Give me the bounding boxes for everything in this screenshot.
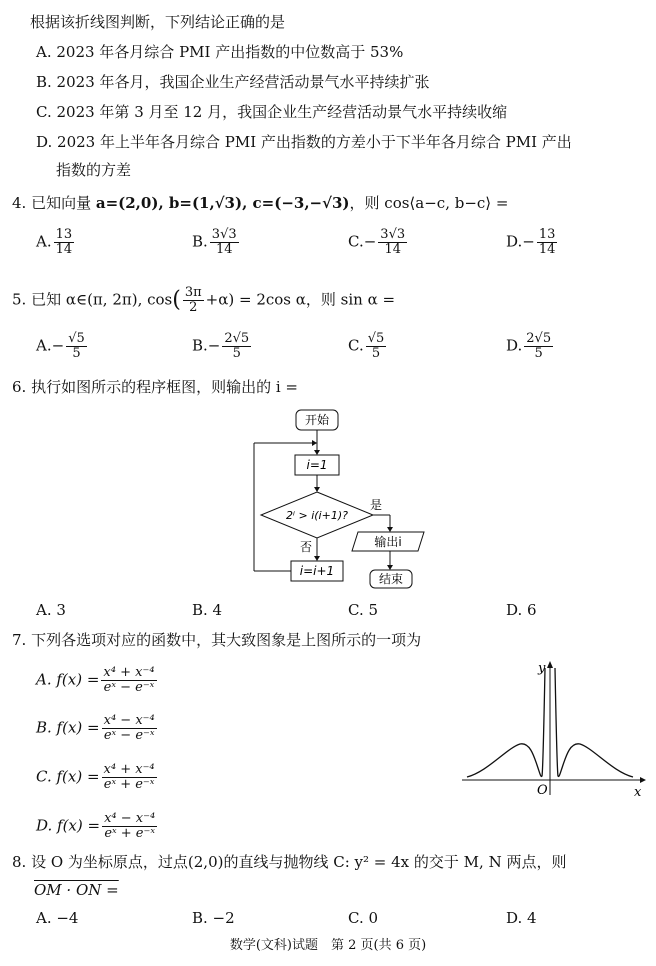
q8-option-d: D. 4 <box>506 909 537 927</box>
origin-label: O <box>537 783 548 798</box>
option-label: A. f(x) = <box>36 670 100 689</box>
q4-stem-pre: 4. 已知向量 <box>12 194 96 212</box>
q5-option-b <box>192 332 253 361</box>
q8-stem-line1: 8. 设 O 为坐标原点，过点(2,0)的直线与抛物线 C: y² = 4x 的交于 M, N 两点，则 <box>12 853 567 871</box>
q6-stem: 6. 执行如图所示的程序框图，则输出的 i = <box>12 378 298 396</box>
numerator: 13 <box>538 227 556 242</box>
numerator: √5 <box>367 331 385 346</box>
numerator: x⁴ − x⁻⁴ <box>103 713 155 728</box>
option-label: B. <box>192 232 208 251</box>
q3-intro: 根据该折线图判断，下列结论正确的是 <box>30 13 286 31</box>
option-sign: − <box>363 232 377 251</box>
flow-yes-label: 是 <box>370 498 383 512</box>
flow-no-label: 否 <box>300 540 313 554</box>
curve-right-branch <box>555 668 633 777</box>
q4-option-a <box>36 228 76 257</box>
option-label: C. f(x) = <box>36 767 100 786</box>
option-sign: − <box>207 336 221 355</box>
denominator: eˣ − e⁻ˣ <box>103 680 155 695</box>
fraction <box>183 286 204 315</box>
option-label: D. <box>506 232 523 251</box>
q7-option-c <box>36 763 159 792</box>
denominator: 5 <box>72 346 81 361</box>
denominator: 5 <box>371 346 381 361</box>
page-footer: 数学(文科)试题 第 2 页(共 6 页) <box>229 938 427 953</box>
denominator: 14 <box>215 242 233 257</box>
fraction <box>210 228 239 257</box>
fraction <box>222 332 251 361</box>
q8-stem-line2: OM · ON = <box>34 881 119 899</box>
fraction <box>537 228 558 257</box>
q6-option-c: C. 5 <box>348 601 379 619</box>
numerator: x⁴ − x⁻⁴ <box>104 811 156 826</box>
numerator: 3π <box>184 285 202 300</box>
q6-option-a: A. 3 <box>36 601 66 619</box>
q3-option-d-line2: 指数的方差 <box>56 161 132 179</box>
q4-option-c <box>348 228 409 257</box>
q4-option-d <box>506 228 559 257</box>
q7-option-a <box>36 666 159 695</box>
x-axis-label: x <box>634 785 642 800</box>
denominator: 5 <box>534 346 543 361</box>
flow-start-label: 开始 <box>304 413 330 427</box>
q7-stem: 7. 下列各选项对应的函数中，其大致图象是上图所示的一项为 <box>12 631 422 649</box>
q6-option-d: D. 6 <box>506 601 537 619</box>
flow-condition-label: 2ⁱ > i(i+1)? <box>286 509 348 522</box>
q4-stem <box>12 193 509 213</box>
numerator: x⁴ + x⁻⁴ <box>103 762 155 777</box>
q8-option-a: A. −4 <box>36 909 79 927</box>
flow-init-label: i=1 <box>306 458 328 472</box>
numerator: 13 <box>55 227 73 242</box>
flow-update-label: i=i+1 <box>299 564 335 578</box>
denominator: 14 <box>538 242 556 257</box>
y-axis-label: y <box>538 661 546 676</box>
option-label: C. <box>348 336 364 355</box>
option-label: A. <box>36 232 52 251</box>
fraction <box>101 666 156 695</box>
q3-option-d-line1: D. 2023 年上半年各月综合 PMI 产出指数的方差小于下半年各月综合 PMI 产出 <box>36 133 572 151</box>
option-label: D. f(x) = <box>36 816 101 835</box>
q8-option-c: C. 0 <box>348 909 379 927</box>
numerator: 3√3 <box>380 227 406 242</box>
fraction <box>524 332 553 361</box>
numerator: √5 <box>68 331 85 346</box>
q5-option-d <box>506 332 555 361</box>
fraction <box>66 332 87 361</box>
q3-option-c: C. 2023 年第 3 月至 12 月，我国企业生产经营活动景气水平持续收缩 <box>36 103 508 121</box>
program-flowchart <box>250 405 440 593</box>
fraction <box>102 812 157 841</box>
denominator: 5 <box>232 346 241 361</box>
option-label: A. <box>36 336 52 355</box>
q5-option-c <box>348 332 388 361</box>
function-graph <box>462 660 646 800</box>
fraction <box>102 763 157 792</box>
q8-option-b: B. −2 <box>192 909 235 927</box>
numerator: 2√5 <box>224 331 250 346</box>
numerator: x⁴ + x⁻⁴ <box>103 665 155 680</box>
q5-stem: 5. 已知 α∈(π, 2π), cos( $\frac{3\pi}{2}$ +α) = 2cos α，则 sin α = <box>12 285 396 315</box>
q4-stem-post: ，则 cos⟨a−c, b−c⟩ = <box>349 194 509 212</box>
fraction <box>366 332 387 361</box>
flow-end-label: 结束 <box>378 572 404 586</box>
fraction <box>102 714 157 743</box>
fraction <box>378 228 407 257</box>
denominator: eˣ + e⁻ˣ <box>104 826 155 841</box>
q7-option-b <box>36 714 159 743</box>
option-label: D. <box>506 336 523 355</box>
denominator: eˣ − e⁻ˣ <box>103 728 155 743</box>
option-label: C. <box>348 232 364 251</box>
denominator: eˣ + e⁻ˣ <box>103 777 155 792</box>
q4-stem-vectors: a=(2,0), b=(1,√3), c=(−3,−√3) <box>95 194 350 212</box>
denominator: 14 <box>384 242 401 257</box>
option-label: B. f(x) = <box>36 718 100 737</box>
option-sign: − <box>522 232 535 251</box>
q3-option-b: B. 2023 年各月，我国企业生产经营活动景气水平持续扩张 <box>36 73 430 91</box>
q6-option-b: B. 4 <box>192 601 223 619</box>
option-label: B. <box>192 336 208 355</box>
q3-option-a: A. 2023 年各月综合 PMI 产出指数的中位数高于 53% <box>36 43 404 61</box>
q5-stem-post: +α) = 2cos α，则 sin α = <box>205 290 396 309</box>
q4-option-b <box>192 228 241 257</box>
numerator: 3√3 <box>211 227 237 242</box>
denominator: 2 <box>189 300 198 315</box>
curve-left-branch <box>467 668 545 777</box>
denominator: 14 <box>55 242 73 257</box>
q5-stem-pre: 5. 已知 α∈(π, 2π), cos <box>12 290 173 309</box>
fraction <box>54 228 75 257</box>
q7-option-d <box>36 812 159 841</box>
numerator: 2√5 <box>526 331 552 346</box>
option-sign: − <box>51 336 65 355</box>
q5-option-a <box>36 332 89 361</box>
flow-output-label: 输出i <box>374 535 402 549</box>
